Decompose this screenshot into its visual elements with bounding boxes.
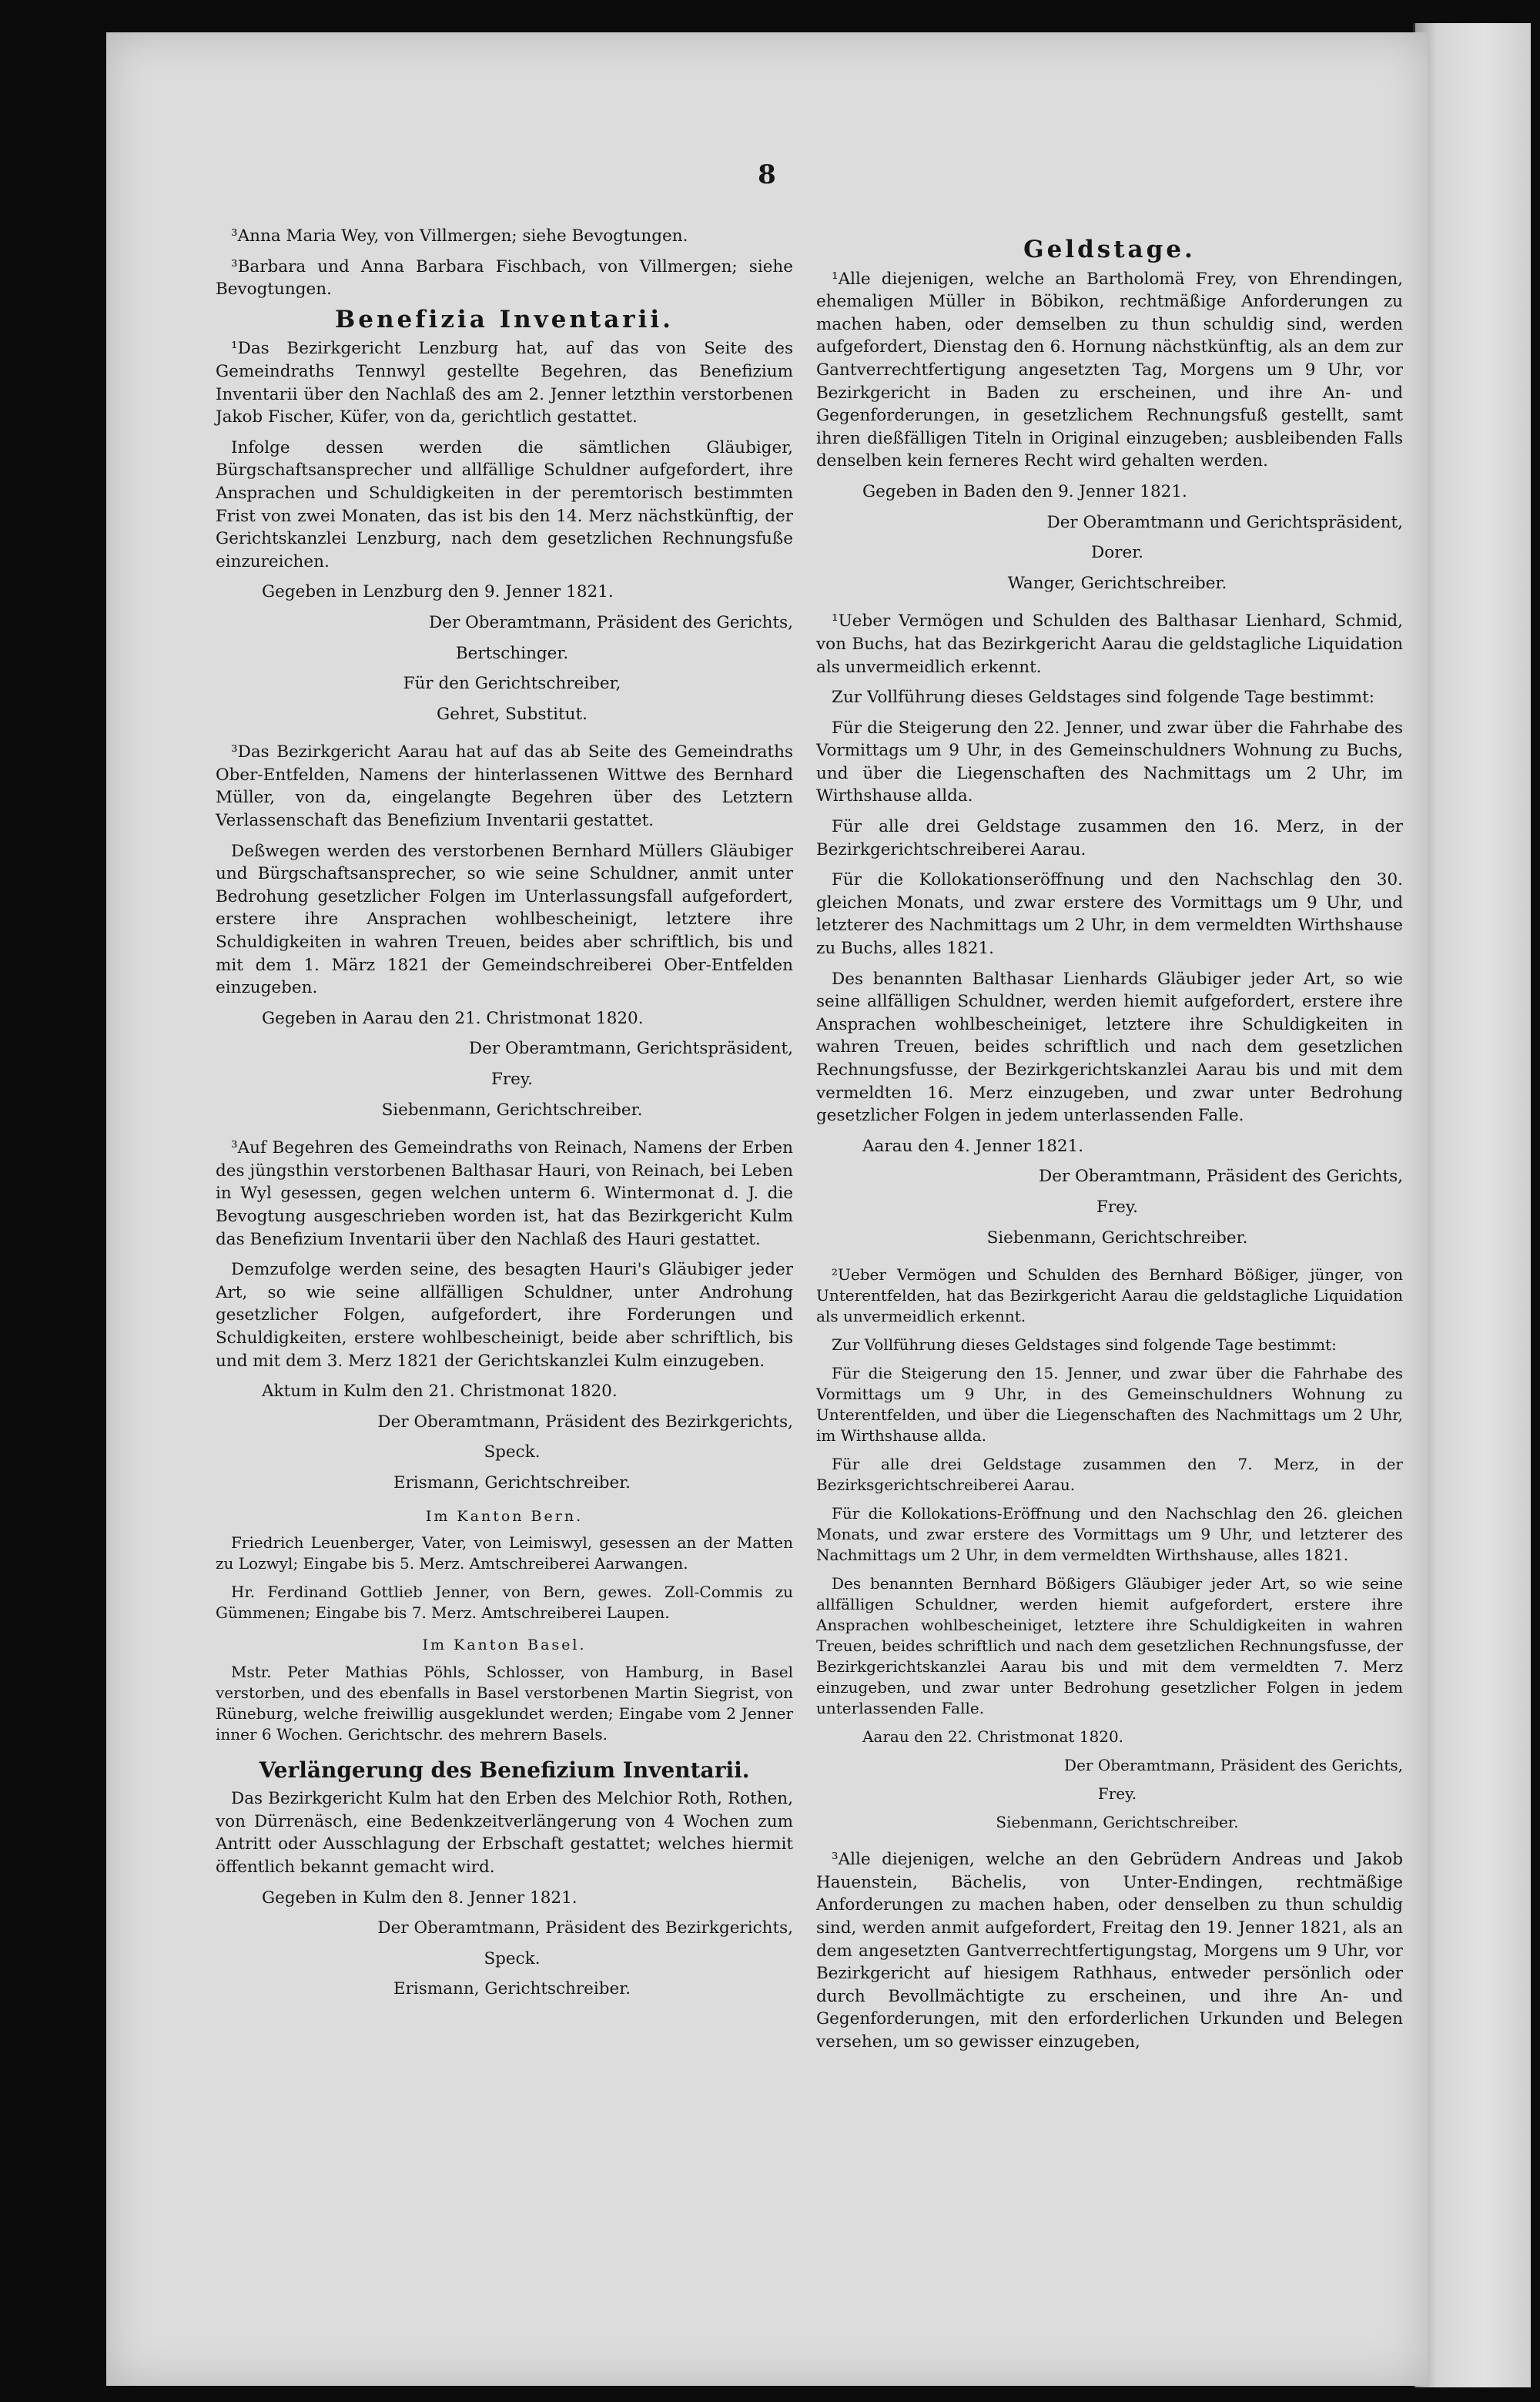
notice-hauenstein: ³Alle diejenigen, welche an den Gebrüdern Andreas und Jakob Hauenstein, Bächelis, von Unter-Endingen, rechtmäßige Anforderungen zu machen haben, oder denselben zu thun schuldig sind, werden anmit aufgefordert, Freitag den 19. Jenner 1821, als an dem angesetzten Gantverrechtfertigungstag, Morgens um 9 Uhr, vor Bezirkgericht auf hiesigem Rathhaus, entweder persönlich oder durch Bevollmächtigte zu erscheinen, und ihre An- und Gegenforderungen, mit den erforderlichen Urkunden und Belegen versehen, um so gewisser einzugeben, xyxy=(816,1850,1403,2052)
canton-bern-heading: Im Kanton Bern. xyxy=(425,1507,584,1525)
signature-line: Siebenmann, Gerichtschreiber. xyxy=(996,1813,1239,1832)
notice-lienhard-buchs: ¹Ueber Vermögen und Schulden des Balthasar Lienhard, Schmid, von Buchs, hat das Bezirkgericht Aarau die geldstagliche Liquidation als unvermeidlich erkennt. xyxy=(816,611,1403,677)
notice-aarau-mueller: ³Das Bezirkgericht Aarau hat auf das ab Seite des Gemeindraths Ober-Entfelden, Namens der hinterlassenen Wittwe des Bernhard Müller, von da, eingelangte Begehren über des Letztern Verlassenschaft das Benefizium Inventarii gestattet. xyxy=(216,742,793,831)
notice-paragraph: Für die Kollokations-Eröffnung und den Nachschlag den 26. gleichen Monats, und zwar erstere des Vormittags um 9 Uhr, und letzterer des Nachmittags um 2 Uhr, in dem vermeldten Wirthshause, alles 1821. xyxy=(816,1504,1403,1565)
left-column xyxy=(216,225,793,2008)
signature-line: Erismann, Gerichtschreiber. xyxy=(393,1472,631,1492)
signature-line: Der Oberamtmann, Präsident des Gerichts, xyxy=(1039,1167,1403,1187)
notice-paragraph: Für die Steigerung den 22. Jenner, und zwar über die Fahrhabe des Vormittags um 9 Uhr, in des Gemeinschuldners Wohnung zu Buchs, und über die Liegenschaften des Nachmittags um 2 Uhr, im Wirthshause allda. xyxy=(816,718,1403,806)
notice-wey: ³Anna Maria Wey, von Villmergen; siehe Bevogtungen. xyxy=(231,226,688,246)
signature-line: Für den Gerichtschreiber, xyxy=(403,674,621,694)
signature-line: Der Oberamtmann, Gerichtspräsident, xyxy=(468,1039,793,1059)
signature-line: Frey. xyxy=(1096,1197,1139,1217)
notice-fischbach: ³Barbara und Anna Barbara Fischbach, von Villmergen; siehe Bevogtungen. xyxy=(216,256,793,300)
signature-line: Der Oberamtmann, Präsident des Gerichts, xyxy=(429,612,793,632)
notice-aarau-mueller-body: Deßwegen werden des verstorbenen Bernhard Müllers Gläubiger und Bürgschaftsansprecher, so wie seine Schuldner, anmit unter Bedrohung gesetzlicher Folgen im Unterlassungsfall aufgefordert, erstere ihre Ansprachen wohlbescheinigt, letztere ihre Schuldigkeiten in wahren Treuen, beides aber schriftlich, bis und mit dem 1. März 1821 der Gemeindschreiberei Ober-Entfelden einzugeben. xyxy=(216,841,793,998)
signature-line: Frey. xyxy=(490,1070,534,1089)
signature-line: Der Oberamtmann, Präsident des Bezirkgerichts, xyxy=(377,1918,793,1938)
signature-line: Gehret, Substitut. xyxy=(437,704,588,724)
notice-date: Aktum in Kulm den 21. Christmonat 1820. xyxy=(262,1382,618,1402)
notice-paragraph: Für die Steigerung den 15. Jenner, und zwar über die Fahrhabe des Vormittags um 9 Uhr, in des Gemeinschuldners Wohnung zu Unterentfelden, und über die Liegenschaften des Nachmittags um 2 Uhr, im Wirthshause allda. xyxy=(816,1364,1403,1446)
signature-line: Speck. xyxy=(484,1442,541,1462)
notice-paragraph: Zur Vollführung dieses Geldstages sind folgende Tage bestimmt: xyxy=(832,688,1375,708)
notice-date: Aarau den 4. Jenner 1821. xyxy=(862,1136,1084,1156)
notice-date: Aarau den 22. Christmonat 1820. xyxy=(862,1727,1124,1747)
signature-line: Wanger, Gerichtschreiber. xyxy=(1007,573,1227,593)
notice-lenzburg: ¹Das Bezirkgericht Lenzburg hat, auf das von Seite des Gemeindraths Tennwyl gestellte Begehren, das Benefizium Inventarii über den Nachlaß des am 2. Jenner letzthin verstorbenen Jakob Fischer, Küfer, von da, gerichtlich gestattet. xyxy=(216,339,793,427)
notice-boessiger: ²Ueber Vermögen und Schulden des Bernhard Bößiger, jünger, von Unterentfelden, hat das Bezirkgericht Aarau die geldstagliche Liquidation als unvermeidlich erkennt. xyxy=(816,1265,1403,1326)
heading-geldstage: Geldstage. xyxy=(1023,236,1196,263)
notice-date: Gegeben in Baden den 9. Jenner 1821. xyxy=(862,481,1187,501)
signature-line: Dorer. xyxy=(1091,543,1143,563)
canton-basel-heading: Im Kanton Basel. xyxy=(422,1637,587,1654)
heading-benefizia: Benefizia Inventarii. xyxy=(335,305,674,333)
notice-paragraph: Für die Kollokationseröffnung und den Nachschlag den 30. gleichen Monats, und zwar erstere des Vormittags um 9 Uhr, und letzterer des Nachmittags um 2 Uhr, in dem vermeldten Wirthshause zu Buchs, alles 1821. xyxy=(816,870,1403,959)
right-column xyxy=(816,234,1403,2062)
signature-line: Erismann, Gerichtschreiber. xyxy=(393,1979,631,1999)
notice-paragraph: Des benannten Balthasar Lienhards Gläubiger jeder Art, so wie seine allfälligen Schuldner, werden hiemit aufgefordert, erstere ihre Ansprachen wohlbescheiniget, letztere ihre Schuldigkeiten in wahren Treuen, beides schriftlich und nach dem gesetzlichen Rechnungsfusse, der Bezirkgerichtskanzlei Aarau bis und mit dem vermeldten 16. Merz einzugeben, und zwar unter Bedrohung gesetzlicher Folgen in jedem unterlassenden Falle. xyxy=(816,969,1403,1126)
notice-kulm-roth: Das Bezirkgericht Kulm hat den Erben des Melchior Roth, Rothen, von Dürrenäsch, eine Bedenkzeitverlängerung von 4 Wochen zum Antritt oder Ausschlagung der Erbschaft gestattet; welches hiermit öffentlich bekannt gemacht wird. xyxy=(216,1789,793,1878)
newspaper-page xyxy=(106,32,1428,2386)
notice-date: Gegeben in Aarau den 21. Christmonat 1820. xyxy=(262,1008,644,1028)
signature-line: Bertschinger. xyxy=(455,643,569,663)
bern-entry: Friedrich Leuenberger, Vater, von Leimiswyl, gesessen an der Matten zu Lozwyl; Eingabe bis 5. Merz. Amtschreiberei Aarwangen. xyxy=(216,1533,793,1573)
notice-paragraph: Zur Vollführung dieses Geldstages sind folgende Tage bestimmt: xyxy=(832,1335,1337,1355)
notice-paragraph: Für alle drei Geldstage zusammen den 16. Merz, in der Bezirkgerichtschreiberei Aarau. xyxy=(816,817,1403,859)
notice-lenzburg-date: Gegeben in Lenzburg den 9. Jenner 1821. xyxy=(262,582,614,602)
notice-frey-boebikon: ¹Alle diejenigen, welche an Bartholomä Frey, von Ehrendingen, ehemaligen Müller in Böbikon, rechtmäßige Anforderungen zu machen haben, oder demselben zu thun schuldig sind, werden aufgefordert, Dienstag den 6. Hornung nächstkünftig, als an dem zur Gantverrechtfertigung angesetzten Tag, Morgens um 9 Uhr, vor Bezirkgericht in Baden zu erscheinen, und ihre An- und Gegenforderungen, in gesetzlichem Rechnungsfuß gestellt, samt ihren dießfälligen Titeln in Original einzugeben; ausbleibenden Falls denselben kein ferneres Recht wird gehalten werden. xyxy=(816,269,1403,471)
heading-verlaengerung: Verlängerung des Benefizium Inventarii. xyxy=(259,1757,750,1783)
signature-line: Der Oberamtmann, Präsident des Bezirkgerichts, xyxy=(377,1412,793,1432)
basel-entry: Mstr. Peter Mathias Pöhls, Schlosser, von Hamburg, in Basel verstorben, und des ebenfalls in Basel verstorbenen Martin Siegrist, von Rüneburg, welche freiwillig ausgeklundet werden; Eingabe vom 2 Jenner inner 6 Wochen. Gerichtschr. des mehrern Basels. xyxy=(216,1662,793,1744)
notice-reinach-hauri-body: Demzufolge werden seine, des besagten Hauri's Gläubiger jeder Art, so wie seine allfälligen Schuldner, unter Androhung gesetzlicher Folgen, aufgefordert, ihre Forderungen und Schuldigkeiten, erstere wohlbescheinigt, beide aber schriftlich, bis und mit dem 3. Merz 1821 der Gerichtskanzlei Kulm einzugeben. xyxy=(216,1260,793,1371)
notice-paragraph: Für alle drei Geldstage zusammen den 7. Merz, in der Bezirksgerichtschreiberei Aarau. xyxy=(816,1455,1403,1495)
notice-reinach-hauri: ³Auf Begehren des Gemeindraths von Reinach, Namens der Erben des jüngsthin verstorbenen Balthasar Hauri, von Reinach, bei Leben in Wyl gesessen, gegen welchen unterm 6. Wintermonat d. J. die Bevogtung ausgeschrieben worden ist, hat das Bezirkgericht Kulm das Benefizium Inventarii über den Nachlaß des Hauri gestattet. xyxy=(216,1138,793,1249)
page-number: 8 xyxy=(758,159,776,190)
signature-line: Frey. xyxy=(1097,1784,1137,1804)
signature-line: Siebenmann, Gerichtschreiber. xyxy=(986,1228,1248,1248)
signature-line: Der Oberamtmann, Präsident des Gerichts, xyxy=(1064,1756,1403,1775)
notice-lenzburg-body: Infolge dessen werden die sämtlichen Gläubiger, Bürgschaftsansprecher und allfällige Schuldner aufgefordert, ihre Ansprachen und Schuldigkeiten in der peremtorisch bestimmten Frist von zwei Monaten, das ist bis den 14. Merz nächstkünftig, der Gerichtskanzlei Lenzburg, nach dem gesetzlichen Rechnungsfuße einzureichen. xyxy=(216,437,793,571)
signature-line: Speck. xyxy=(484,1948,541,1968)
notice-date: Gegeben in Kulm den 8. Jenner 1821. xyxy=(262,1888,578,1908)
notice-paragraph: Des benannten Bernhard Bößigers Gläubiger jeder Art, so wie seine allfälligen Schuldner, werden hiemit aufgefordert, erstere ihre Ansprachen wohlbescheiniget, letztere ihre Schuldigkeiten in wahren Treuen, beides schriftlich und nach dem gesetzlichen Rechnungsfusse, der Bezirkgerichtskanzlei Aarau bis und mit dem vermeldten 7. Merz einzugeben, und zwar unter Bedrohung gesetzlicher Folgen in jedem unterlassenden Falle. xyxy=(816,1574,1403,1718)
signature-line: Der Oberamtmann und Gerichtspräsident, xyxy=(1046,512,1403,532)
adjacent-page-edge xyxy=(1413,23,1531,2387)
bern-entry: Hr. Ferdinand Gottlieb Jenner, von Bern, gewes. Zoll-Commis zu Gümmenen; Eingabe bis 7. Merz. Amtschreiberei Laupen. xyxy=(216,1583,793,1623)
signature-line: Siebenmann, Gerichtschreiber. xyxy=(381,1100,643,1120)
